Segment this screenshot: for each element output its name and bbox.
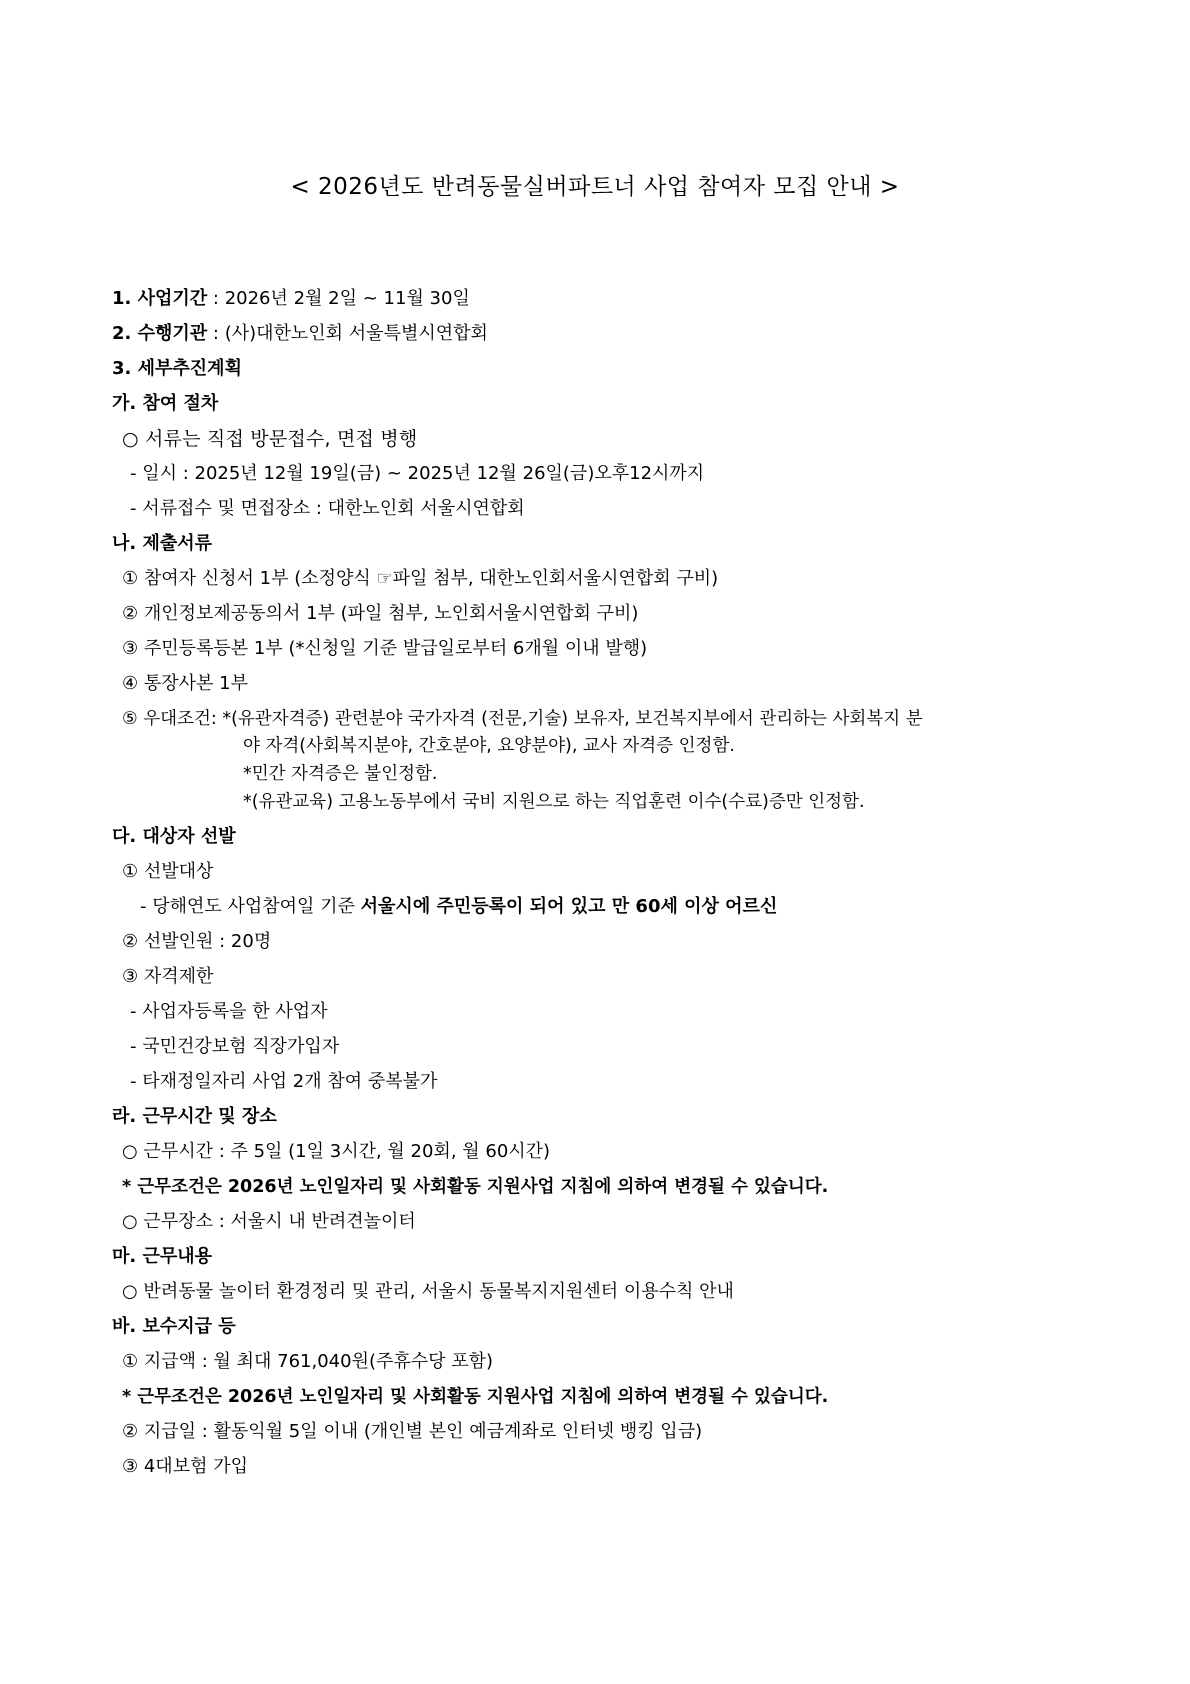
heading-required-documents: 나. 제출서류 (112, 533, 213, 554)
document-item: ④ 통장사본 1부 (122, 673, 248, 694)
selection-target-detail (140, 895, 777, 919)
detail-text: - 당해연도 사업참여일 기준 (140, 896, 361, 917)
heading-payment: 바. 보수지급 등 (112, 1316, 236, 1337)
work-hours: ○ 근무시간 : 주 5일 (1일 3시간, 월 20회, 월 60시간) (122, 1141, 551, 1162)
procedure-location: - 서류접수 및 면접장소 : 대한노인회 서울시연합회 (130, 498, 525, 519)
document-item: ② 개인정보제공동의서 1부 (파일 첨부, 노인회서울시연합회 구비) (122, 603, 639, 624)
work-condition-note: * 근무조건은 2026년 노인일자리 및 사회활동 지원사업 지침에 의하여 변경될 수 있습니다. (122, 1177, 829, 1197)
work-place: ○ 근무장소 : 서울시 내 반려견놀이터 (122, 1211, 416, 1232)
preference-condition-cont: 야 자격(사회복지분야, 간호분야, 요양분야), 교사 자격증 인정함. (243, 736, 735, 756)
insurance-enrollment: ③ 4대보험 가입 (122, 1456, 248, 1477)
heading-selection: 다. 대상자 선발 (112, 826, 236, 847)
detail-emphasis: 서울시에 주민등록이 되어 있고 만 60세 이상 어르신 (360, 896, 778, 917)
preference-note: *(유관교육) 고용노동부에서 국비 지원으로 하는 직업훈련 이수(수료)증만 인정함. (243, 792, 865, 812)
section-value: : (사)대한노인회 서울특별시연합회 (207, 323, 488, 344)
section-label: 2. 수행기관 (112, 323, 208, 344)
work-content: ○ 반려동물 놀이터 환경정리 및 관리, 서울시 동물복지지원센터 이용수칙 안내 (122, 1281, 734, 1302)
document-title: < 2026년도 반려동물실버파트너 사업 참여자 모집 안내 > (290, 174, 900, 200)
payment-amount: ① 지급액 : 월 최대 761,040원(주휴수당 포함) (122, 1351, 494, 1372)
section-operating-agency (112, 322, 488, 346)
selection-target: ① 선발대상 (122, 861, 214, 882)
restriction-item: - 국민건강보험 직장가입자 (130, 1036, 340, 1057)
payment-condition-note: * 근무조건은 2026년 노인일자리 및 사회활동 지원사업 지침에 의하여 변경될 수 있습니다. (122, 1387, 829, 1407)
document-item: ③ 주민등록등본 1부 (*신청일 기준 발급일로부터 6개월 이내 발행) (122, 638, 648, 659)
section-business-period (112, 287, 470, 311)
document-item: ① 참여자 신청서 1부 (소정양식 ☞파일 첨부, 대한노인회서울시연합회 구비) (122, 568, 719, 589)
heading-participation-procedure: 가. 참여 절차 (112, 393, 219, 414)
section-value: : 2026년 2월 2일 ~ 11월 30일 (207, 288, 470, 309)
section-detailed-plan: 3. 세부추진계획 (112, 358, 242, 379)
restriction-item: - 타재정일자리 사업 2개 참여 중복불가 (130, 1071, 438, 1092)
procedure-line: ○ 서류는 직접 방문접수, 면접 병행 (122, 428, 418, 450)
payment-date: ② 지급일 : 활동익월 5일 이내 (개인별 본인 예금계좌로 인터넷 뱅킹 입금) (122, 1421, 703, 1442)
preference-condition: ⑤ 우대조건: *(유관자격증) 관련분야 국가자격 (전문,기술) 보유자, 보건복지부에서 관리하는 사회복지 분 (122, 709, 923, 729)
selection-count: ② 선발인원 : 20명 (122, 931, 272, 952)
restriction-item: - 사업자등록을 한 사업자 (130, 1001, 328, 1022)
heading-work-hours-place: 라. 근무시간 및 장소 (112, 1106, 277, 1127)
preference-note: *민간 자격증은 불인정함. (243, 764, 438, 784)
section-label: 1. 사업기간 (112, 288, 208, 309)
procedure-schedule: - 일시 : 2025년 12월 19일(금) ~ 2025년 12월 26일(금)오후12시까지 (130, 463, 705, 484)
eligibility-restrictions: ③ 자격제한 (122, 966, 214, 987)
heading-work-content: 마. 근무내용 (112, 1246, 213, 1267)
